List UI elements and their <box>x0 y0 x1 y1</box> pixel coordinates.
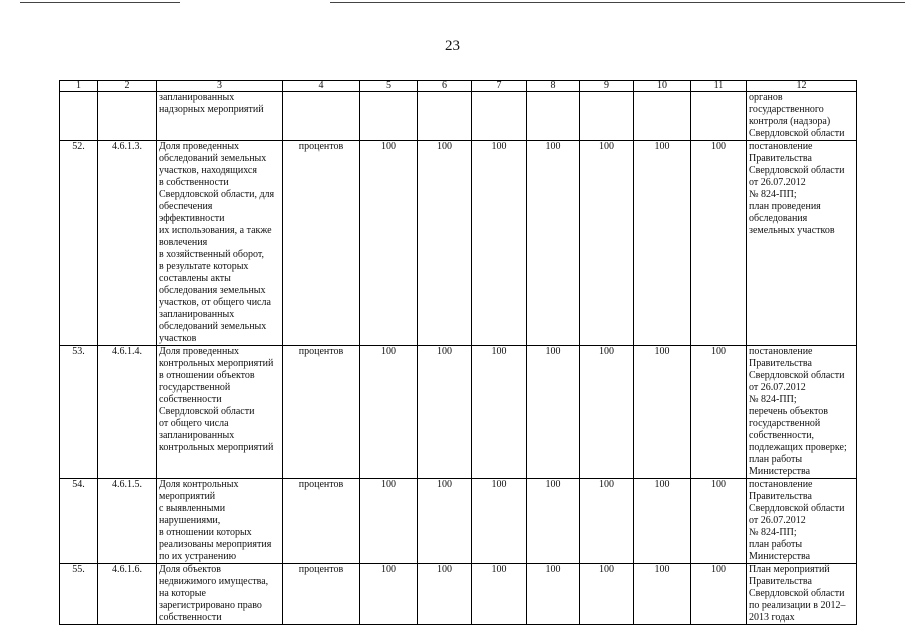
value-cell: 100 <box>634 141 691 346</box>
column-header: 4 <box>283 81 360 92</box>
indicator-name: Доля проведенных контрольных мероприятий в отношении объектов государственной собственности Свердловской области от общего числа запланированных контрольных мероприятий <box>157 346 283 479</box>
unit <box>283 92 360 141</box>
source-document: постановление Правительства Свердловской области от 26.07.2012 № 824-ПП; план работы Министерства <box>747 479 857 564</box>
table-row <box>60 141 857 346</box>
value-cell: 100 <box>527 479 580 564</box>
value-cell <box>360 92 418 141</box>
unit: процентов <box>283 564 360 625</box>
column-header: 5 <box>360 81 418 92</box>
row-code: 4.6.1.3. <box>98 141 157 346</box>
table-row <box>60 564 857 625</box>
column-header: 12 <box>747 81 857 92</box>
row-number: 55. <box>60 564 98 625</box>
value-cell: 100 <box>634 346 691 479</box>
value-cell: 100 <box>472 479 527 564</box>
source-document: План мероприятий Правительства Свердловской области по реализации в 2012– 2013 годах <box>747 564 857 625</box>
top-rule <box>20 2 180 3</box>
row-code: 4.6.1.6. <box>98 564 157 625</box>
value-cell <box>527 92 580 141</box>
top-rule <box>330 2 905 3</box>
source-document: постановление Правительства Свердловской области от 26.07.2012 № 824-ПП; перечень объектов государственной собственности, подлежащих проверке; план работы Министерства <box>747 346 857 479</box>
value-cell: 100 <box>634 479 691 564</box>
source-document: органов государственного контроля (надзора) Свердловской области <box>747 92 857 141</box>
unit: процентов <box>283 346 360 479</box>
value-cell <box>634 92 691 141</box>
source-document: постановление Правительства Свердловской области от 26.07.2012 № 824-ПП; план проведения обследования земельных участков <box>747 141 857 346</box>
indicator-name: Доля проведенных обследований земельных участков, находящихся в собственности Свердловской области, для обеспечения эффективности их использования, а также вовлечения в хозяйственный оборот, в результате которых составлены акты обследования земельных участков, от общего числа запланированных обследований земельных участков <box>157 141 283 346</box>
row-code: 4.6.1.5. <box>98 479 157 564</box>
row-code <box>98 92 157 141</box>
value-cell <box>472 92 527 141</box>
column-header: 9 <box>580 81 634 92</box>
column-header: 2 <box>98 81 157 92</box>
value-cell: 100 <box>580 141 634 346</box>
table-row <box>60 479 857 564</box>
value-cell: 100 <box>472 564 527 625</box>
value-cell: 100 <box>360 141 418 346</box>
value-cell: 100 <box>527 141 580 346</box>
value-cell: 100 <box>360 564 418 625</box>
indicators-table <box>59 80 857 625</box>
row-number: 54. <box>60 479 98 564</box>
column-header: 8 <box>527 81 580 92</box>
value-cell: 100 <box>691 479 747 564</box>
value-cell: 100 <box>472 141 527 346</box>
page-number: 23 <box>445 38 460 54</box>
table-row <box>60 346 857 479</box>
value-cell <box>580 92 634 141</box>
column-header: 7 <box>472 81 527 92</box>
indicator-name: Доля контрольных мероприятий с выявленными нарушениями, в отношении которых реализованы мероприятия по их устранению <box>157 479 283 564</box>
value-cell: 100 <box>691 346 747 479</box>
value-cell: 100 <box>580 346 634 479</box>
value-cell: 100 <box>360 479 418 564</box>
value-cell: 100 <box>691 564 747 625</box>
unit: процентов <box>283 141 360 346</box>
value-cell: 100 <box>527 564 580 625</box>
value-cell: 100 <box>418 479 472 564</box>
table-row <box>60 92 857 141</box>
value-cell: 100 <box>691 141 747 346</box>
row-number: 52. <box>60 141 98 346</box>
value-cell: 100 <box>472 346 527 479</box>
value-cell: 100 <box>360 346 418 479</box>
value-cell: 100 <box>580 564 634 625</box>
value-cell: 100 <box>527 346 580 479</box>
column-header: 1 <box>60 81 98 92</box>
value-cell: 100 <box>634 564 691 625</box>
value-cell: 100 <box>418 346 472 479</box>
header-row <box>60 81 857 92</box>
column-header: 10 <box>634 81 691 92</box>
column-header: 3 <box>157 81 283 92</box>
value-cell <box>691 92 747 141</box>
column-header: 11 <box>691 81 747 92</box>
indicator-name: запланированных надзорных мероприятий <box>157 92 283 141</box>
row-number: 53. <box>60 346 98 479</box>
column-header: 6 <box>418 81 472 92</box>
unit: процентов <box>283 479 360 564</box>
row-code: 4.6.1.4. <box>98 346 157 479</box>
indicator-name: Доля объектов недвижимого имущества, на которые зарегистрировано право собственности <box>157 564 283 625</box>
value-cell: 100 <box>418 564 472 625</box>
value-cell: 100 <box>418 141 472 346</box>
row-number <box>60 92 98 141</box>
value-cell: 100 <box>580 479 634 564</box>
value-cell <box>418 92 472 141</box>
